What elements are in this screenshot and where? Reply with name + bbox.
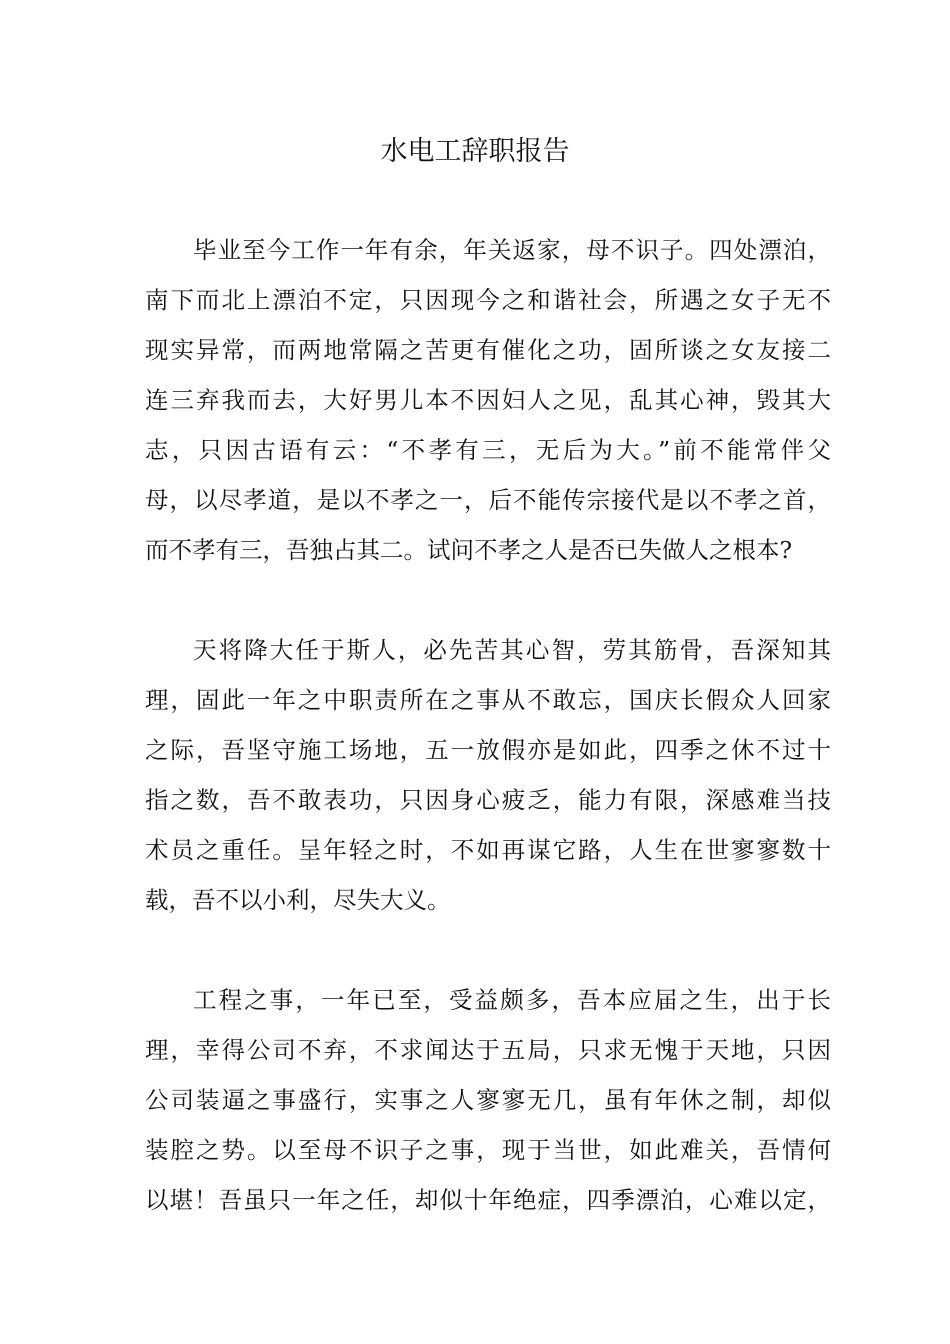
paragraph-line: 现实异常，而两地常隔之苦更有催化之功，固所谈之女友接二 [145, 336, 831, 364]
paragraph-line: 志，只因古语有云：“不孝有三，无后为大。”前不能常伴父 [145, 436, 831, 464]
paragraph-line: 毕业至今工作一年有余，年关返家，母不识子。四处漂泊， [193, 236, 831, 264]
paragraph-line: 而不孝有三，吾独占其二。试问不孝之人是否已失做人之根本? [145, 536, 793, 564]
paragraph-line: 理，固此一年之中职责所在之事从不敢忘，国庆长假众人回家 [145, 686, 831, 714]
paragraph-line: 之际，吾坚守施工场地，五一放假亦是如此，四季之休不过十 [145, 736, 831, 764]
paragraph-3 [145, 975, 831, 1225]
paragraph-line: 理，幸得公司不弃，不求闻达于五局，只求无愧于天地，只因 [145, 1036, 831, 1064]
paragraph-line: 公司装逼之事盛行，实事之人寥寥无几，虽有年休之制，却似 [145, 1086, 831, 1114]
paragraph-line: 连三弃我而去，大好男儿本不因妇人之见，乱其心神，毁其大 [145, 386, 831, 414]
paragraph-line: 天将降大任于斯人，必先苦其心智，劳其筋骨，吾深知其 [193, 636, 831, 664]
paragraph-line: 指之数，吾不敢表功，只因身心疲乏，能力有限，深感难当技 [145, 786, 831, 814]
paragraph-line: 以堪！吾虽只一年之任，却似十年绝症，四季漂泊，心难以定， [145, 1186, 831, 1214]
paragraph-line: 载，吾不以小利，尽失大义。 [145, 886, 451, 914]
paragraph-line: 术员之重任。呈年轻之时，不如再谋它路，人生在世寥寥数十 [145, 836, 831, 864]
paragraph-2 [145, 625, 831, 925]
paragraph-line: 母，以尽孝道，是以不孝之一，后不能传宗接代是以不孝之首， [145, 486, 831, 514]
paragraph-line: 南下而北上漂泊不定，只因现今之和谐社会，所遇之女子无不 [145, 286, 831, 314]
paragraph-line: 装腔之势。以至母不识子之事，现于当世，如此难关，吾情何 [145, 1136, 831, 1164]
paragraph-1 [145, 225, 831, 575]
document-title: 水电工辞职报告 [380, 136, 570, 167]
paragraph-line: 工程之事，一年已至，受益颇多，吾本应届之生，出于长 [193, 986, 831, 1014]
